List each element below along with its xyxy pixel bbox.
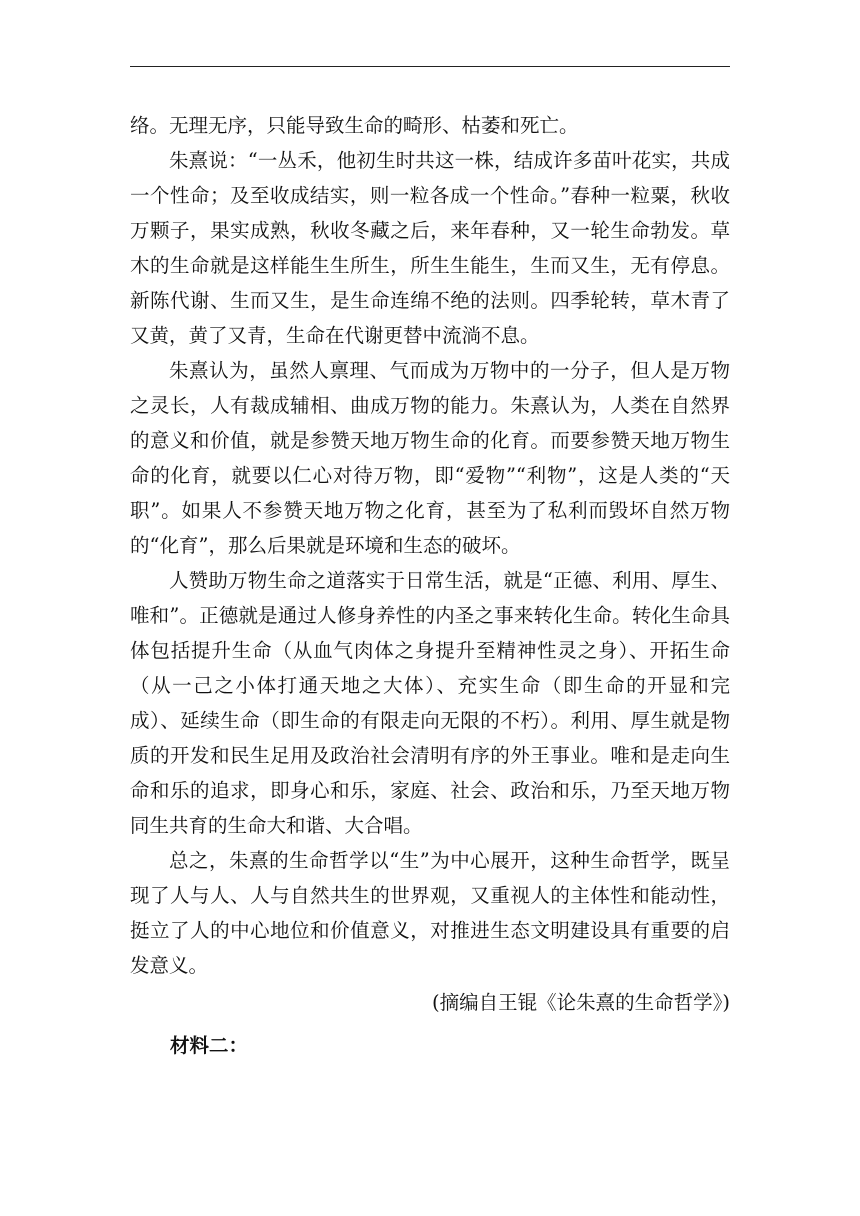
source-citation: (摘编自王锟《论朱熹的生命哲学》) — [432, 991, 730, 1014]
paragraph-daily-life: 人赞助万物生命之道落实于日常生活，就是“正德、利用、厚生、唯和”。正德就是通过人修身养性的内圣之事来转化生命。转化生命具体包括提升生命（从血气肉体之身提升至精神性灵之身）、开拓生命（从一己之小体打通天地之大体）、充实生命（即生命的开显和完成）、延续生命（即生命的有限走向无限的不朽）。利用、厚生就是物质的开发和民生足用及政治社会清明有序的外王事业。唯和是走向生命和乐的追求，即身心和乐，家庭、社会、政治和乐，乃至天地万物同生共育的生命大和谐、大合唱。 — [130, 569, 730, 837]
paragraph-zhuxi-quote: 朱熹说：“一丛禾，他初生时共这一株，结成许多苗叶花实，共成一个性命；及至收成结实，则一粒各成一个性命。”春种一粒粟，秋收万颗子，果实成熟，秋收冬藏之后，来年春种，又一轮生命勃发。草木的生命就是这样能生生所生，所生生能生，生而又生，无有停息。新陈代谢、生而又生，是生命连绵不绝的法则。四季轮转，草木青了又黄，黄了又青，生命在代谢更替中流淌不息。 — [130, 149, 730, 347]
paragraph-continuation: 络。无理无序，只能导致生命的畸形、枯萎和死亡。 — [130, 114, 579, 137]
paragraph-human-role: 朱熹认为，虽然人禀理、气而成为万物中的一分子，但人是万物之灵长，人有裁成辅相、曲成万物的能力。朱熹认为，人类在自然界的意义和价值，就是参赞天地万物生命的化育。而要参赞天地万物生命的化育，就要以仁心对待万物，即“爱物”“利物”，这是人类的“天职”。如果人不参赞天地万物之化育，甚至为了私利而毁坏自然万物的“化育”，那么后果就是环境和生态的破坏。 — [130, 359, 730, 557]
header-rule — [130, 66, 730, 67]
material-two-heading: 材料二： — [170, 1034, 249, 1057]
paragraph-conclusion: 总之，朱熹的生命哲学以“生”为中心展开，这种生命哲学，既呈现了人与人、人与自然共生的世界观，又重视人的主体性和能动性，挺立了人的中心地位和价值意义，对推进生态文明建设具有重要的启发意义。 — [130, 849, 730, 977]
document-body — [130, 108, 730, 1063]
